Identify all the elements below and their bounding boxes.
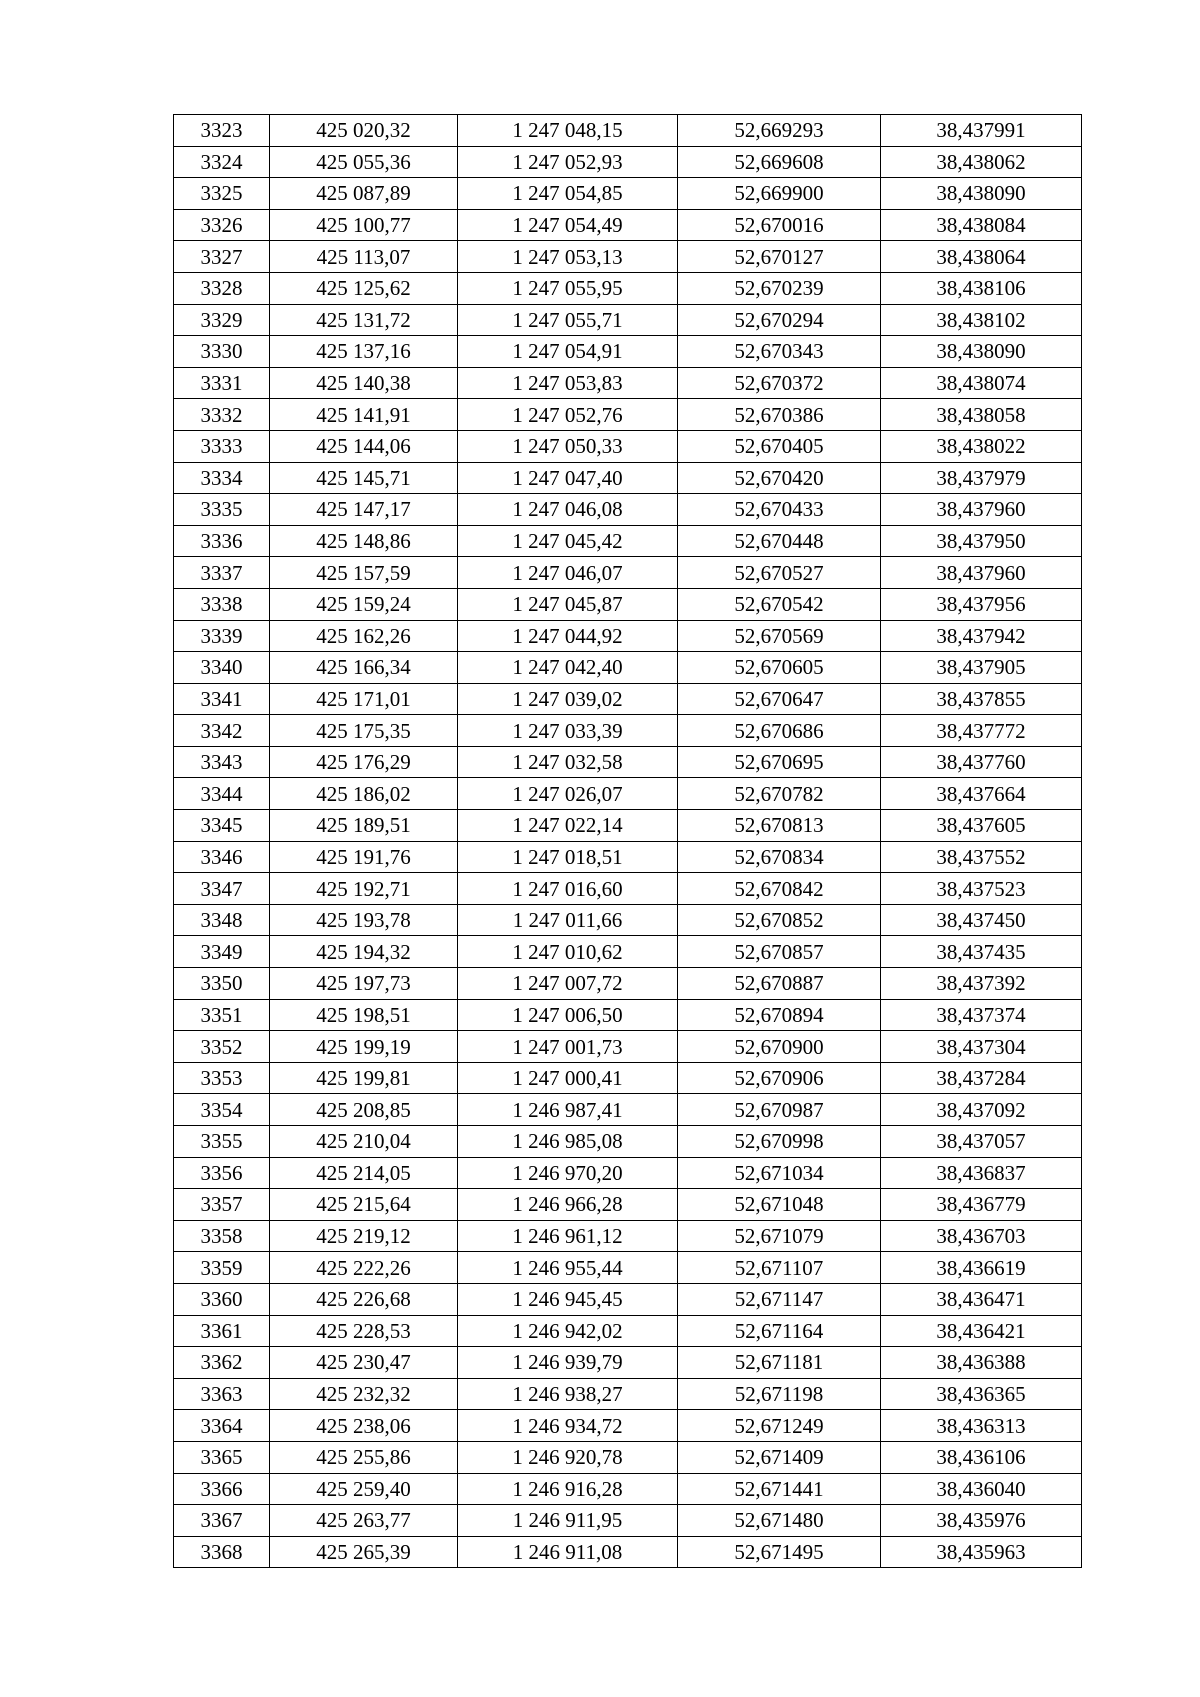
y-coordinate-cell: 1 247 045,87 bbox=[458, 588, 678, 620]
point-number-cell: 3359 bbox=[174, 1252, 270, 1284]
x-coordinate-cell: 425 222,26 bbox=[270, 1252, 458, 1284]
table-row bbox=[174, 620, 1082, 652]
point-number-cell: 3335 bbox=[174, 494, 270, 526]
x-coordinate-cell: 425 199,19 bbox=[270, 1031, 458, 1063]
table-row bbox=[174, 115, 1082, 147]
y-coordinate-cell: 1 247 052,93 bbox=[458, 146, 678, 178]
y-coordinate-cell: 1 247 039,02 bbox=[458, 683, 678, 715]
point-number-cell: 3332 bbox=[174, 399, 270, 431]
point-number-cell: 3334 bbox=[174, 462, 270, 494]
longitude-cell: 38,437979 bbox=[881, 462, 1082, 494]
y-coordinate-cell: 1 247 054,49 bbox=[458, 209, 678, 241]
table-row bbox=[174, 1315, 1082, 1347]
longitude-cell: 38,436388 bbox=[881, 1347, 1082, 1379]
latitude-cell: 52,671495 bbox=[678, 1536, 881, 1568]
table-row bbox=[174, 683, 1082, 715]
point-number-cell: 3362 bbox=[174, 1347, 270, 1379]
table-row bbox=[174, 209, 1082, 241]
x-coordinate-cell: 425 140,38 bbox=[270, 367, 458, 399]
table-row bbox=[174, 494, 1082, 526]
y-coordinate-cell: 1 247 045,42 bbox=[458, 525, 678, 557]
table-row bbox=[174, 1126, 1082, 1158]
y-coordinate-cell: 1 247 033,39 bbox=[458, 715, 678, 747]
latitude-cell: 52,670448 bbox=[678, 525, 881, 557]
point-number-cell: 3355 bbox=[174, 1126, 270, 1158]
x-coordinate-cell: 425 166,34 bbox=[270, 652, 458, 684]
x-coordinate-cell: 425 175,35 bbox=[270, 715, 458, 747]
point-number-cell: 3364 bbox=[174, 1410, 270, 1442]
table-row bbox=[174, 1283, 1082, 1315]
latitude-cell: 52,670813 bbox=[678, 810, 881, 842]
x-coordinate-cell: 425 259,40 bbox=[270, 1473, 458, 1505]
x-coordinate-cell: 425 147,17 bbox=[270, 494, 458, 526]
table-row bbox=[174, 1536, 1082, 1568]
longitude-cell: 38,436837 bbox=[881, 1157, 1082, 1189]
table-row bbox=[174, 304, 1082, 336]
point-number-cell: 3366 bbox=[174, 1473, 270, 1505]
point-number-cell: 3360 bbox=[174, 1283, 270, 1315]
longitude-cell: 38,437092 bbox=[881, 1094, 1082, 1126]
table-row bbox=[174, 178, 1082, 210]
y-coordinate-cell: 1 247 055,95 bbox=[458, 272, 678, 304]
point-number-cell: 3340 bbox=[174, 652, 270, 684]
longitude-cell: 38,438022 bbox=[881, 430, 1082, 462]
x-coordinate-cell: 425 215,64 bbox=[270, 1189, 458, 1221]
longitude-cell: 38,437960 bbox=[881, 494, 1082, 526]
longitude-cell: 38,438064 bbox=[881, 241, 1082, 273]
point-number-cell: 3350 bbox=[174, 968, 270, 1000]
point-number-cell: 3325 bbox=[174, 178, 270, 210]
y-coordinate-cell: 1 246 945,45 bbox=[458, 1283, 678, 1315]
table-row bbox=[174, 462, 1082, 494]
table-row bbox=[174, 904, 1082, 936]
longitude-cell: 38,436313 bbox=[881, 1410, 1082, 1442]
coordinates-table bbox=[173, 114, 1082, 1568]
point-number-cell: 3329 bbox=[174, 304, 270, 336]
table-row bbox=[174, 841, 1082, 873]
y-coordinate-cell: 1 246 987,41 bbox=[458, 1094, 678, 1126]
latitude-cell: 52,671181 bbox=[678, 1347, 881, 1379]
y-coordinate-cell: 1 247 046,07 bbox=[458, 557, 678, 589]
latitude-cell: 52,670906 bbox=[678, 1062, 881, 1094]
latitude-cell: 52,671107 bbox=[678, 1252, 881, 1284]
latitude-cell: 52,671249 bbox=[678, 1410, 881, 1442]
x-coordinate-cell: 425 171,01 bbox=[270, 683, 458, 715]
x-coordinate-cell: 425 191,76 bbox=[270, 841, 458, 873]
latitude-cell: 52,670372 bbox=[678, 367, 881, 399]
longitude-cell: 38,435963 bbox=[881, 1536, 1082, 1568]
x-coordinate-cell: 425 020,32 bbox=[270, 115, 458, 147]
point-number-cell: 3342 bbox=[174, 715, 270, 747]
x-coordinate-cell: 425 193,78 bbox=[270, 904, 458, 936]
latitude-cell: 52,670016 bbox=[678, 209, 881, 241]
point-number-cell: 3339 bbox=[174, 620, 270, 652]
y-coordinate-cell: 1 247 000,41 bbox=[458, 1062, 678, 1094]
x-coordinate-cell: 425 232,32 bbox=[270, 1378, 458, 1410]
y-coordinate-cell: 1 246 911,08 bbox=[458, 1536, 678, 1568]
table-row bbox=[174, 336, 1082, 368]
latitude-cell: 52,670834 bbox=[678, 841, 881, 873]
longitude-cell: 38,437392 bbox=[881, 968, 1082, 1000]
latitude-cell: 52,669608 bbox=[678, 146, 881, 178]
table-row bbox=[174, 1252, 1082, 1284]
table-row bbox=[174, 241, 1082, 273]
x-coordinate-cell: 425 125,62 bbox=[270, 272, 458, 304]
longitude-cell: 38,438090 bbox=[881, 336, 1082, 368]
table-row bbox=[174, 1347, 1082, 1379]
x-coordinate-cell: 425 238,06 bbox=[270, 1410, 458, 1442]
table-row bbox=[174, 1220, 1082, 1252]
y-coordinate-cell: 1 247 046,08 bbox=[458, 494, 678, 526]
table-row bbox=[174, 810, 1082, 842]
longitude-cell: 38,436779 bbox=[881, 1189, 1082, 1221]
point-number-cell: 3327 bbox=[174, 241, 270, 273]
y-coordinate-cell: 1 247 054,91 bbox=[458, 336, 678, 368]
longitude-cell: 38,437760 bbox=[881, 746, 1082, 778]
x-coordinate-cell: 425 144,06 bbox=[270, 430, 458, 462]
latitude-cell: 52,671034 bbox=[678, 1157, 881, 1189]
latitude-cell: 52,670852 bbox=[678, 904, 881, 936]
latitude-cell: 52,670887 bbox=[678, 968, 881, 1000]
y-coordinate-cell: 1 246 939,79 bbox=[458, 1347, 678, 1379]
latitude-cell: 52,670605 bbox=[678, 652, 881, 684]
x-coordinate-cell: 425 113,07 bbox=[270, 241, 458, 273]
point-number-cell: 3346 bbox=[174, 841, 270, 873]
longitude-cell: 38,436106 bbox=[881, 1441, 1082, 1473]
table-row bbox=[174, 1441, 1082, 1473]
x-coordinate-cell: 425 199,81 bbox=[270, 1062, 458, 1094]
point-number-cell: 3358 bbox=[174, 1220, 270, 1252]
longitude-cell: 38,437855 bbox=[881, 683, 1082, 715]
latitude-cell: 52,670527 bbox=[678, 557, 881, 589]
table-row bbox=[174, 272, 1082, 304]
x-coordinate-cell: 425 197,73 bbox=[270, 968, 458, 1000]
y-coordinate-cell: 1 247 044,92 bbox=[458, 620, 678, 652]
longitude-cell: 38,436040 bbox=[881, 1473, 1082, 1505]
table-row bbox=[174, 1031, 1082, 1063]
latitude-cell: 52,671409 bbox=[678, 1441, 881, 1473]
latitude-cell: 52,670542 bbox=[678, 588, 881, 620]
longitude-cell: 38,438062 bbox=[881, 146, 1082, 178]
latitude-cell: 52,670405 bbox=[678, 430, 881, 462]
y-coordinate-cell: 1 247 053,13 bbox=[458, 241, 678, 273]
y-coordinate-cell: 1 247 042,40 bbox=[458, 652, 678, 684]
longitude-cell: 38,437284 bbox=[881, 1062, 1082, 1094]
table-row bbox=[174, 557, 1082, 589]
longitude-cell: 38,437991 bbox=[881, 115, 1082, 147]
x-coordinate-cell: 425 157,59 bbox=[270, 557, 458, 589]
latitude-cell: 52,670998 bbox=[678, 1126, 881, 1158]
y-coordinate-cell: 1 247 052,76 bbox=[458, 399, 678, 431]
point-number-cell: 3337 bbox=[174, 557, 270, 589]
y-coordinate-cell: 1 246 934,72 bbox=[458, 1410, 678, 1442]
latitude-cell: 52,671164 bbox=[678, 1315, 881, 1347]
table-row bbox=[174, 715, 1082, 747]
x-coordinate-cell: 425 100,77 bbox=[270, 209, 458, 241]
latitude-cell: 52,670987 bbox=[678, 1094, 881, 1126]
latitude-cell: 52,670420 bbox=[678, 462, 881, 494]
y-coordinate-cell: 1 247 001,73 bbox=[458, 1031, 678, 1063]
latitude-cell: 52,670695 bbox=[678, 746, 881, 778]
x-coordinate-cell: 425 148,86 bbox=[270, 525, 458, 557]
longitude-cell: 38,438090 bbox=[881, 178, 1082, 210]
table-row bbox=[174, 1157, 1082, 1189]
y-coordinate-cell: 1 246 942,02 bbox=[458, 1315, 678, 1347]
point-number-cell: 3363 bbox=[174, 1378, 270, 1410]
longitude-cell: 38,437057 bbox=[881, 1126, 1082, 1158]
longitude-cell: 38,436365 bbox=[881, 1378, 1082, 1410]
longitude-cell: 38,438102 bbox=[881, 304, 1082, 336]
longitude-cell: 38,437942 bbox=[881, 620, 1082, 652]
longitude-cell: 38,437905 bbox=[881, 652, 1082, 684]
longitude-cell: 38,437956 bbox=[881, 588, 1082, 620]
longitude-cell: 38,436619 bbox=[881, 1252, 1082, 1284]
point-number-cell: 3344 bbox=[174, 778, 270, 810]
x-coordinate-cell: 425 087,89 bbox=[270, 178, 458, 210]
table-row bbox=[174, 1378, 1082, 1410]
longitude-cell: 38,437523 bbox=[881, 873, 1082, 905]
y-coordinate-cell: 1 246 966,28 bbox=[458, 1189, 678, 1221]
longitude-cell: 38,438058 bbox=[881, 399, 1082, 431]
point-number-cell: 3352 bbox=[174, 1031, 270, 1063]
table-row bbox=[174, 1062, 1082, 1094]
longitude-cell: 38,437435 bbox=[881, 936, 1082, 968]
table-row bbox=[174, 778, 1082, 810]
x-coordinate-cell: 425 255,86 bbox=[270, 1441, 458, 1473]
longitude-cell: 38,438106 bbox=[881, 272, 1082, 304]
y-coordinate-cell: 1 247 053,83 bbox=[458, 367, 678, 399]
x-coordinate-cell: 425 194,32 bbox=[270, 936, 458, 968]
point-number-cell: 3367 bbox=[174, 1505, 270, 1537]
longitude-cell: 38,437950 bbox=[881, 525, 1082, 557]
longitude-cell: 38,437374 bbox=[881, 999, 1082, 1031]
latitude-cell: 52,670239 bbox=[678, 272, 881, 304]
x-coordinate-cell: 425 159,24 bbox=[270, 588, 458, 620]
x-coordinate-cell: 425 162,26 bbox=[270, 620, 458, 652]
longitude-cell: 38,436421 bbox=[881, 1315, 1082, 1347]
y-coordinate-cell: 1 247 054,85 bbox=[458, 178, 678, 210]
latitude-cell: 52,671441 bbox=[678, 1473, 881, 1505]
point-number-cell: 3328 bbox=[174, 272, 270, 304]
x-coordinate-cell: 425 141,91 bbox=[270, 399, 458, 431]
x-coordinate-cell: 425 137,16 bbox=[270, 336, 458, 368]
y-coordinate-cell: 1 246 985,08 bbox=[458, 1126, 678, 1158]
point-number-cell: 3357 bbox=[174, 1189, 270, 1221]
table-row bbox=[174, 1473, 1082, 1505]
x-coordinate-cell: 425 055,36 bbox=[270, 146, 458, 178]
latitude-cell: 52,670386 bbox=[678, 399, 881, 431]
y-coordinate-cell: 1 247 022,14 bbox=[458, 810, 678, 842]
x-coordinate-cell: 425 189,51 bbox=[270, 810, 458, 842]
x-coordinate-cell: 425 265,39 bbox=[270, 1536, 458, 1568]
x-coordinate-cell: 425 198,51 bbox=[270, 999, 458, 1031]
longitude-cell: 38,437450 bbox=[881, 904, 1082, 936]
y-coordinate-cell: 1 247 018,51 bbox=[458, 841, 678, 873]
longitude-cell: 38,437960 bbox=[881, 557, 1082, 589]
latitude-cell: 52,670686 bbox=[678, 715, 881, 747]
x-coordinate-cell: 425 145,71 bbox=[270, 462, 458, 494]
table-row bbox=[174, 1410, 1082, 1442]
y-coordinate-cell: 1 247 048,15 bbox=[458, 115, 678, 147]
latitude-cell: 52,670842 bbox=[678, 873, 881, 905]
point-number-cell: 3351 bbox=[174, 999, 270, 1031]
point-number-cell: 3326 bbox=[174, 209, 270, 241]
table-row bbox=[174, 652, 1082, 684]
y-coordinate-cell: 1 246 970,20 bbox=[458, 1157, 678, 1189]
y-coordinate-cell: 1 247 026,07 bbox=[458, 778, 678, 810]
latitude-cell: 52,670343 bbox=[678, 336, 881, 368]
x-coordinate-cell: 425 186,02 bbox=[270, 778, 458, 810]
y-coordinate-cell: 1 246 961,12 bbox=[458, 1220, 678, 1252]
latitude-cell: 52,671079 bbox=[678, 1220, 881, 1252]
point-number-cell: 3347 bbox=[174, 873, 270, 905]
table-row bbox=[174, 146, 1082, 178]
y-coordinate-cell: 1 247 011,66 bbox=[458, 904, 678, 936]
point-number-cell: 3323 bbox=[174, 115, 270, 147]
y-coordinate-cell: 1 246 938,27 bbox=[458, 1378, 678, 1410]
latitude-cell: 52,671048 bbox=[678, 1189, 881, 1221]
longitude-cell: 38,436471 bbox=[881, 1283, 1082, 1315]
table-row bbox=[174, 936, 1082, 968]
coordinates-table-body bbox=[174, 115, 1082, 1568]
x-coordinate-cell: 425 210,04 bbox=[270, 1126, 458, 1158]
x-coordinate-cell: 425 208,85 bbox=[270, 1094, 458, 1126]
latitude-cell: 52,670782 bbox=[678, 778, 881, 810]
table-row bbox=[174, 999, 1082, 1031]
x-coordinate-cell: 425 228,53 bbox=[270, 1315, 458, 1347]
y-coordinate-cell: 1 247 016,60 bbox=[458, 873, 678, 905]
y-coordinate-cell: 1 246 916,28 bbox=[458, 1473, 678, 1505]
x-coordinate-cell: 425 192,71 bbox=[270, 873, 458, 905]
longitude-cell: 38,437552 bbox=[881, 841, 1082, 873]
latitude-cell: 52,670294 bbox=[678, 304, 881, 336]
point-number-cell: 3341 bbox=[174, 683, 270, 715]
latitude-cell: 52,671480 bbox=[678, 1505, 881, 1537]
table-row bbox=[174, 1189, 1082, 1221]
point-number-cell: 3333 bbox=[174, 430, 270, 462]
table-row bbox=[174, 430, 1082, 462]
point-number-cell: 3345 bbox=[174, 810, 270, 842]
point-number-cell: 3365 bbox=[174, 1441, 270, 1473]
y-coordinate-cell: 1 246 955,44 bbox=[458, 1252, 678, 1284]
x-coordinate-cell: 425 219,12 bbox=[270, 1220, 458, 1252]
latitude-cell: 52,670127 bbox=[678, 241, 881, 273]
latitude-cell: 52,669900 bbox=[678, 178, 881, 210]
latitude-cell: 52,671198 bbox=[678, 1378, 881, 1410]
point-number-cell: 3368 bbox=[174, 1536, 270, 1568]
point-number-cell: 3353 bbox=[174, 1062, 270, 1094]
point-number-cell: 3361 bbox=[174, 1315, 270, 1347]
y-coordinate-cell: 1 247 055,71 bbox=[458, 304, 678, 336]
point-number-cell: 3349 bbox=[174, 936, 270, 968]
y-coordinate-cell: 1 247 047,40 bbox=[458, 462, 678, 494]
longitude-cell: 38,436703 bbox=[881, 1220, 1082, 1252]
latitude-cell: 52,670894 bbox=[678, 999, 881, 1031]
point-number-cell: 3348 bbox=[174, 904, 270, 936]
longitude-cell: 38,437664 bbox=[881, 778, 1082, 810]
point-number-cell: 3354 bbox=[174, 1094, 270, 1126]
table-row bbox=[174, 746, 1082, 778]
x-coordinate-cell: 425 230,47 bbox=[270, 1347, 458, 1379]
point-number-cell: 3356 bbox=[174, 1157, 270, 1189]
latitude-cell: 52,670569 bbox=[678, 620, 881, 652]
x-coordinate-cell: 425 131,72 bbox=[270, 304, 458, 336]
point-number-cell: 3330 bbox=[174, 336, 270, 368]
point-number-cell: 3331 bbox=[174, 367, 270, 399]
longitude-cell: 38,438074 bbox=[881, 367, 1082, 399]
table-row bbox=[174, 873, 1082, 905]
x-coordinate-cell: 425 176,29 bbox=[270, 746, 458, 778]
table-row bbox=[174, 525, 1082, 557]
table-row bbox=[174, 1505, 1082, 1537]
x-coordinate-cell: 425 263,77 bbox=[270, 1505, 458, 1537]
table-row bbox=[174, 1094, 1082, 1126]
table-row bbox=[174, 588, 1082, 620]
latitude-cell: 52,671147 bbox=[678, 1283, 881, 1315]
longitude-cell: 38,438084 bbox=[881, 209, 1082, 241]
latitude-cell: 52,670433 bbox=[678, 494, 881, 526]
y-coordinate-cell: 1 247 006,50 bbox=[458, 999, 678, 1031]
latitude-cell: 52,670857 bbox=[678, 936, 881, 968]
point-number-cell: 3338 bbox=[174, 588, 270, 620]
longitude-cell: 38,435976 bbox=[881, 1505, 1082, 1537]
point-number-cell: 3336 bbox=[174, 525, 270, 557]
y-coordinate-cell: 1 246 920,78 bbox=[458, 1441, 678, 1473]
point-number-cell: 3343 bbox=[174, 746, 270, 778]
latitude-cell: 52,670647 bbox=[678, 683, 881, 715]
x-coordinate-cell: 425 226,68 bbox=[270, 1283, 458, 1315]
point-number-cell: 3324 bbox=[174, 146, 270, 178]
table-row bbox=[174, 367, 1082, 399]
latitude-cell: 52,669293 bbox=[678, 115, 881, 147]
x-coordinate-cell: 425 214,05 bbox=[270, 1157, 458, 1189]
longitude-cell: 38,437304 bbox=[881, 1031, 1082, 1063]
table-row bbox=[174, 399, 1082, 431]
longitude-cell: 38,437772 bbox=[881, 715, 1082, 747]
table-row bbox=[174, 968, 1082, 1000]
y-coordinate-cell: 1 247 050,33 bbox=[458, 430, 678, 462]
y-coordinate-cell: 1 246 911,95 bbox=[458, 1505, 678, 1537]
latitude-cell: 52,670900 bbox=[678, 1031, 881, 1063]
y-coordinate-cell: 1 247 007,72 bbox=[458, 968, 678, 1000]
y-coordinate-cell: 1 247 010,62 bbox=[458, 936, 678, 968]
y-coordinate-cell: 1 247 032,58 bbox=[458, 746, 678, 778]
longitude-cell: 38,437605 bbox=[881, 810, 1082, 842]
